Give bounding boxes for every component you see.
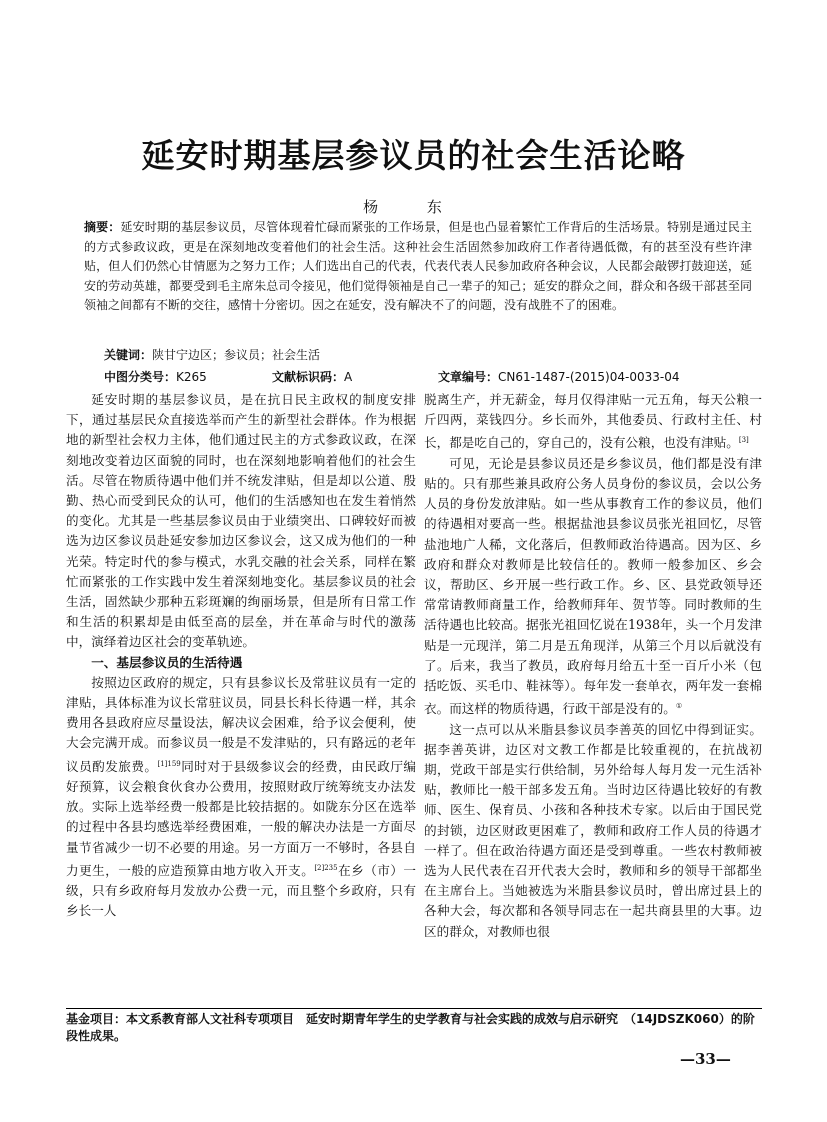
funding-footnote: 基金项目：本文系教育部人文社科专项项目 延安时期青年学生的史学教育与社会实践的成效与启示研究 （14JDSZK060）的阶段性成果。 [66,1012,755,1043]
keywords [104,346,320,363]
doc-code-label: 文献标识码： [272,370,345,384]
body-paragraph: 脱离生产，并无薪金，每月仅得津贴一元五角，每天公粮一斤四两，菜钱四分。乡长而外，其他委员、行政村主任、村长，都是吃自己的，穿自己的，没有公粮，也没有津贴。[3] [424,392,762,451]
footnote-ref: ① [675,702,683,711]
section-heading: 一、基层参议员的生活待遇 [91,654,243,670]
citation-ref: [2]235 [314,863,338,872]
page-number: —33— [680,1050,731,1068]
body-paragraph: 这一点可以从米脂县参议员李善英的回忆中得到证实。据李善英讲，边区对文教工作都是比较重视的，在抗战初期，党政干部是实行供给制，另外给每人每月发一元生活补贴，教师比一般干部多发五角。当时边区待遇比较好的有教师、医生、保育员、小孩和各种技术专家。以后由于国民党的封锁，边区财政更困难了，教师和政府工作人员的待遇才一样了。但在政治待遇方面还是受到尊重。一些农村教师被选为人民代表在召开代表大会时，教师和乡的领导干部都坐在主席台上。当她被选为米脂县参议员时，曾出席过县上的各种大会，每次都和各领导同志在一起共商县里的大事。边区的群众，对教师也很 [424,721,762,939]
abstract [84,218,752,316]
footnote-divider [66,1008,762,1009]
author-name: 杨 东 [363,198,464,216]
body-paragraph: 可见，无论是县参议员还是乡参议员，他们都是没有津贴的。只有那些兼具政府公务人员身份的参议员，会以公务人员的身份发放津贴。如一些从事教育工作的参议员，他们的待遇相对要高一些。根据盐池县参议员张光祖回忆，尽管盐池地广人稀，文化落后，但教师政治待遇高。因为区、乡政府和群众对教师是比较信任的。教师一般参加区、乡会议，帮助区、乡开展一些行政工作。乡、区、县党政领导还常常请教师商量工作，给教师拜年、贺节等。同时教师的生活待遇也比较高。据张光祖回忆说在1938年，头一个月发津贴是一元现洋，第二月是五角现洋，从第三个月以后就没有了。后来，我当了教员，政府每月给五十至一百斤小米（包括吃饭、买毛巾、鞋袜等）。每年发一套单衣，两年发一套棉衣。而这样的物质待遇，行政干部是没有的。① [424,455,762,717]
abstract-text: 延安时期的基层参议员，尽管体现着忙碌而紧张的工作场景，但是也凸显着繁忙工作背后的生活场景。特别是通过民主的方式参政议政，更是在深刻地改变着他们的社会生活。这种社会生活固然参加政府工作者待遇低微，有的甚至没有些许津贴，但人们仍然心甘情愿为之努力工作；人们选出自己的代表，代表代表人民参加政府各种会议，人民都会敲锣打鼓迎送，延安的劳动英雄，都要受到毛主席朱总司令接见，他们觉得领袖是自己一辈子的知己；延安的群众之间，群众和各级干部甚至同领袖之间都有不断的交往，感情十分密切。因之在延安，没有解决不了的问题，没有战胜不了的困难。 [84,220,752,313]
article-no-value: CN61-1487-(2015)04-0033-04 [498,370,680,384]
body-paragraph: 按照边区政府的规定，只有县参议长及常驻议员有一定的津贴，具体标准为议长常驻议员，同县长科长待遇一样，其余费用各县政府应尽量设法，解决议会困难，给予议会便利，使大会完满开成。而参议员一般是不发津贴的，只有路远的老年议员酌发旅费。$^{[1]159}$同时对于县级参议会的经费，由民政厅编好预算，议会粮食伙食办公费用，按照财政厅统筹统支办法发放。实际上选举经费一般都是比较拮据的。如陇东分区在选举的过程中各县均感选举经费困难，一般的解决办法是一方面尽量节省减少一切不必要的用途。另一方面万一不够时，各县自力更生，一般的应造预算由地方收入开支。$^{[2]235}$在乡（市）一级，只有乡政府每月发放办公费一元，而且整个乡政府，只有乡长一人 [66,674,417,919]
keywords-label: 关键词： [104,348,153,362]
clc-label: 中图分类号： [104,370,177,384]
body-paragraph: 延安时期的基层参议员，是在抗日民主政权的制度安排下，通过基层民众直接选举而产生的新型社会群体。作为根据地的新型社会权力主体，他们通过民主的方式参政议政，在深刻地改变着边区面貌的同时，也在深刻地影响着他们的社会生活。尽管在物质待遇中他们并不统发津贴，但是却以公道、殷勤、热心而受到民众的认可，他们的生活感知也在发生着悄然的变化。尤其是一些基层参议员由于业绩突出、口碑较好而被选为边区参议员赴延安参加边区参议会，这又成为他们的一种光荣。特定时代的参与模式，水乳交融的社会关系，同样在繁忙而紧张的工作实践中发生着深刻地变化。基层参议员的社会生活，固然缺少那种五彩斑斓的绚丽场景，但是所有日常工作和生活的积累却是由低至高的层垒，并在革命与时代的激荡中，演绎着边区社会的变革轨迹。 [66,392,416,650]
body-column-right [424,390,762,942]
citation-ref: [1]159 [157,759,181,768]
page-title: 延安时期基层参议员的社会生活论略 [141,136,686,175]
clc-value: K265 [176,370,207,384]
doc-code-value: A [344,370,353,384]
citation-ref: [3] [738,436,749,445]
article-no-label: 文章编号： [438,370,499,384]
abstract-label: 摘要： [84,220,121,234]
body-column-left [66,390,416,922]
keywords-text: 陕甘宁边区；参议员；社会生活 [152,348,321,362]
